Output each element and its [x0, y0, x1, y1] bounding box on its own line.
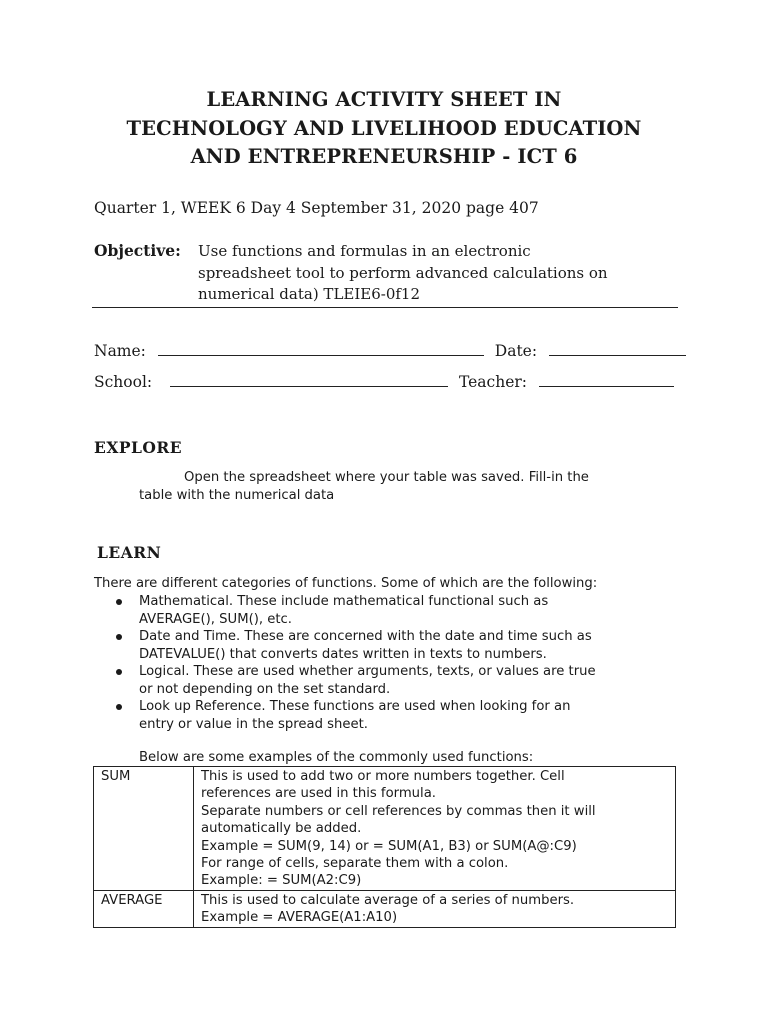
- school-teacher-row: [94, 372, 674, 391]
- learn-heading: LEARN: [97, 543, 162, 562]
- list-item: [94, 628, 674, 663]
- objective-line: numerical data) TLEIE6-0f12: [198, 285, 421, 303]
- name-date-row: [94, 341, 686, 360]
- teacher-field[interactable]: [539, 372, 674, 387]
- functions-table: [93, 766, 676, 928]
- examples-intro: Below are some examples of the commonly used functions:: [139, 750, 534, 765]
- bullet-icon: [116, 704, 122, 710]
- title-line-1: LEARNING ACTIVITY SHEET IN: [206, 88, 562, 111]
- list-item-line: DATEVALUE() that converts dates written in texts to numbers.: [139, 646, 547, 662]
- objective-line: Use functions and formulas in an electronic: [198, 242, 531, 260]
- explore-text: [139, 469, 679, 505]
- objective-label: Objective:: [94, 241, 181, 260]
- description-line: For range of cells, separate them with a colon.: [201, 856, 509, 872]
- list-item-line: entry or value in the spread sheet.: [139, 716, 368, 732]
- function-description-cell: [194, 890, 676, 927]
- description-line: This is used to calculate average of a series of numbers.: [201, 892, 575, 908]
- explore-line: Open the spreadsheet where your table was saved. Fill-in the: [184, 470, 589, 485]
- description-line: Example: = SUM(A2:C9): [201, 873, 362, 889]
- list-item-line: AVERAGE(), SUM(), etc.: [139, 611, 292, 627]
- description-line: This is used to add two or more numbers together. Cell: [201, 769, 565, 784]
- function-description-cell: [194, 767, 676, 891]
- teacher-label: Teacher:: [459, 373, 528, 391]
- list-item: [94, 593, 674, 628]
- explore-heading: EXPLORE: [94, 438, 183, 457]
- table-row: [94, 767, 676, 891]
- quarter-week-line: Quarter 1, WEEK 6 Day 4 September 31, 2020 page 407: [94, 199, 539, 217]
- description-line: Example = SUM(9, 14) or = SUM(A1, B3) or SUM(A@:C9): [201, 838, 577, 854]
- date-label: Date:: [494, 342, 538, 360]
- list-item-line: Logical. These are used whether arguments, texts, or values are true: [139, 664, 596, 679]
- list-item: [94, 698, 674, 733]
- description-line: Separate numbers or cell references by commas then it will: [201, 803, 596, 819]
- header-divider: [92, 307, 678, 308]
- school-label: School:: [94, 373, 153, 391]
- school-field[interactable]: [170, 372, 448, 387]
- function-name-cell: AVERAGE: [94, 890, 194, 927]
- list-item-line: Look up Reference. These functions are used when looking for an: [139, 699, 571, 714]
- title-line-2: TECHNOLOGY AND LIVELIHOOD EDUCATION: [126, 116, 642, 140]
- bullet-icon: [116, 669, 122, 675]
- name-label: Name:: [94, 342, 146, 360]
- date-field[interactable]: [549, 341, 686, 356]
- bullet-icon: [116, 634, 122, 640]
- function-name-cell: SUM: [94, 767, 194, 891]
- list-item-line: Mathematical. These include mathematical functional such as: [139, 594, 549, 609]
- explore-line: table with the numerical data: [139, 488, 335, 503]
- function-categories-list: [94, 593, 674, 733]
- description-line: references are used in this formula.: [201, 786, 436, 802]
- bullet-icon: [116, 599, 122, 605]
- list-item-line: Date and Time. These are concerned with the date and time such as: [139, 629, 592, 644]
- description-line: Example = AVERAGE(A1:A10): [201, 910, 398, 926]
- objective-text: [198, 241, 678, 306]
- list-item-line: or not depending on the set standard.: [139, 681, 391, 697]
- description-line: automatically be added.: [201, 821, 362, 837]
- document-title: [0, 86, 768, 172]
- list-item: [94, 663, 674, 698]
- learn-intro: There are different categories of functions. Some of which are the following:: [94, 576, 598, 591]
- name-field[interactable]: [158, 341, 484, 356]
- table-row: [94, 890, 676, 927]
- title-line-3: AND ENTREPRENEURSHIP - ICT 6: [190, 145, 578, 168]
- objective-line: spreadsheet tool to perform advanced calculations on: [198, 263, 608, 282]
